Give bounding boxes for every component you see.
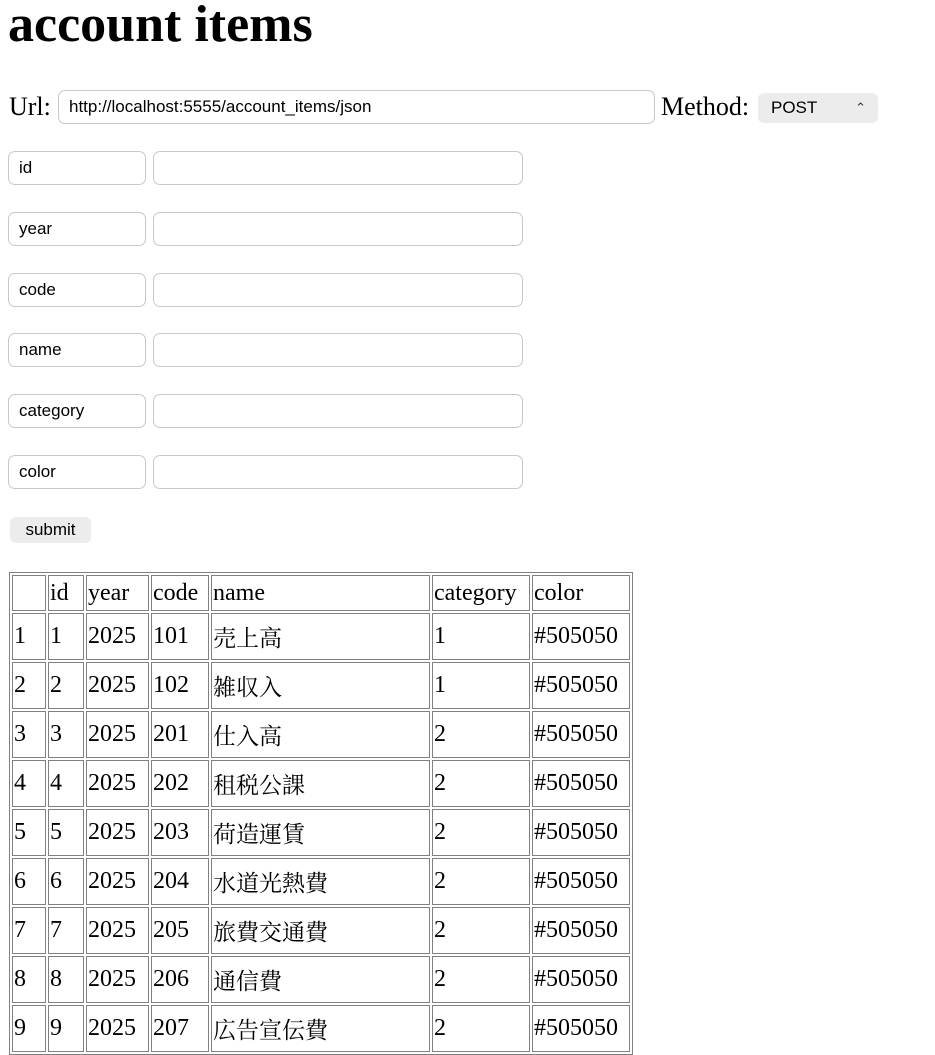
field-key-code[interactable]: code: [8, 273, 146, 307]
table-cell: 2025: [86, 956, 149, 1003]
table-row: [12, 956, 630, 1003]
method-select-value: POST: [771, 98, 818, 117]
table-cell: 租税公課: [211, 760, 430, 807]
table-cell: 2: [432, 760, 530, 807]
field-value-year[interactable]: [153, 212, 523, 246]
chevron-up-down-icon: ⌃: [855, 100, 866, 115]
field-value-name[interactable]: [153, 333, 523, 367]
field-key-id[interactable]: id: [8, 151, 146, 185]
table-cell: #505050: [532, 809, 630, 856]
field-value-category[interactable]: [153, 394, 523, 428]
table-cell: #505050: [532, 1005, 630, 1052]
table-cell: 2: [432, 956, 530, 1003]
table-cell: 9: [48, 1005, 84, 1052]
table-row: [12, 809, 630, 856]
table-cell: #505050: [532, 613, 630, 660]
data-table: [9, 572, 633, 1055]
table-cell: 3: [48, 711, 84, 758]
column-header: year: [86, 575, 149, 611]
table-cell: 6: [12, 858, 46, 905]
field-key-name[interactable]: name: [8, 333, 146, 367]
table-cell: 9: [12, 1005, 46, 1052]
field-key-color[interactable]: color: [8, 455, 146, 489]
table-row: [12, 907, 630, 954]
column-header: color: [532, 575, 630, 611]
table-row: [12, 662, 630, 709]
column-header: name: [211, 575, 430, 611]
table-cell: #505050: [532, 956, 630, 1003]
column-header: id: [48, 575, 84, 611]
table-cell: 2025: [86, 1005, 149, 1052]
table-cell: 1: [432, 662, 530, 709]
table-cell: 雑収入: [211, 662, 430, 709]
column-header: category: [432, 575, 530, 611]
table-cell: 5: [12, 809, 46, 856]
table-cell: 8: [12, 956, 46, 1003]
table-cell: 204: [151, 858, 209, 905]
table-cell: 6: [48, 858, 84, 905]
table-cell: 2025: [86, 711, 149, 758]
table-cell: 仕入高: [211, 711, 430, 758]
table-cell: 201: [151, 711, 209, 758]
table-cell: 7: [12, 907, 46, 954]
table-cell: 売上高: [211, 613, 430, 660]
table-row: [12, 858, 630, 905]
field-key-year[interactable]: year: [8, 212, 146, 246]
table-cell: 5: [48, 809, 84, 856]
table-cell: 2025: [86, 809, 149, 856]
column-header: [12, 575, 46, 611]
page-title: account items: [8, 0, 313, 53]
table-cell: 101: [151, 613, 209, 660]
table-cell: 水道光熱費: [211, 858, 430, 905]
url-input[interactable]: http://localhost:5555/account_items/json: [58, 90, 655, 124]
table-cell: #505050: [532, 858, 630, 905]
method-label: Method:: [661, 92, 750, 121]
table-cell: 2025: [86, 858, 149, 905]
table-cell: 102: [151, 662, 209, 709]
table-cell: 2025: [86, 613, 149, 660]
table-cell: 荷造運賃: [211, 809, 430, 856]
field-key-category[interactable]: category: [8, 394, 146, 428]
field-value-code[interactable]: [153, 273, 523, 307]
table-cell: 8: [48, 956, 84, 1003]
table-cell: 7: [48, 907, 84, 954]
table-cell: 1: [48, 613, 84, 660]
table-cell: 2: [432, 1005, 530, 1052]
table-header-row: [12, 575, 630, 611]
method-select[interactable]: [758, 93, 878, 123]
table-cell: 2: [432, 809, 530, 856]
table-cell: 202: [151, 760, 209, 807]
table-cell: #505050: [532, 662, 630, 709]
table-cell: #505050: [532, 711, 630, 758]
column-header: code: [151, 575, 209, 611]
table-row: [12, 613, 630, 660]
table-cell: 1: [432, 613, 530, 660]
table-row: [12, 711, 630, 758]
table-cell: 2: [12, 662, 46, 709]
table-cell: 2: [432, 711, 530, 758]
field-value-id[interactable]: [153, 151, 523, 185]
table-cell: 205: [151, 907, 209, 954]
table-cell: #505050: [532, 907, 630, 954]
table-row: [12, 760, 630, 807]
table-cell: 2: [432, 907, 530, 954]
table-cell: 2025: [86, 760, 149, 807]
table-cell: 通信費: [211, 956, 430, 1003]
table-cell: 206: [151, 956, 209, 1003]
table-cell: 2025: [86, 907, 149, 954]
table-cell: 4: [48, 760, 84, 807]
table-cell: 広告宣伝費: [211, 1005, 430, 1052]
table-cell: 203: [151, 809, 209, 856]
field-value-color[interactable]: [153, 455, 523, 489]
table-cell: 1: [12, 613, 46, 660]
table-cell: 2: [432, 858, 530, 905]
table-cell: 旅費交通費: [211, 907, 430, 954]
url-label: Url:: [9, 92, 51, 121]
table-cell: 2025: [86, 662, 149, 709]
table-row: [12, 1005, 630, 1052]
table-cell: #505050: [532, 760, 630, 807]
table-cell: 207: [151, 1005, 209, 1052]
table-cell: 3: [12, 711, 46, 758]
table-cell: 4: [12, 760, 46, 807]
table-cell: 2: [48, 662, 84, 709]
submit-button[interactable]: submit: [10, 517, 91, 543]
